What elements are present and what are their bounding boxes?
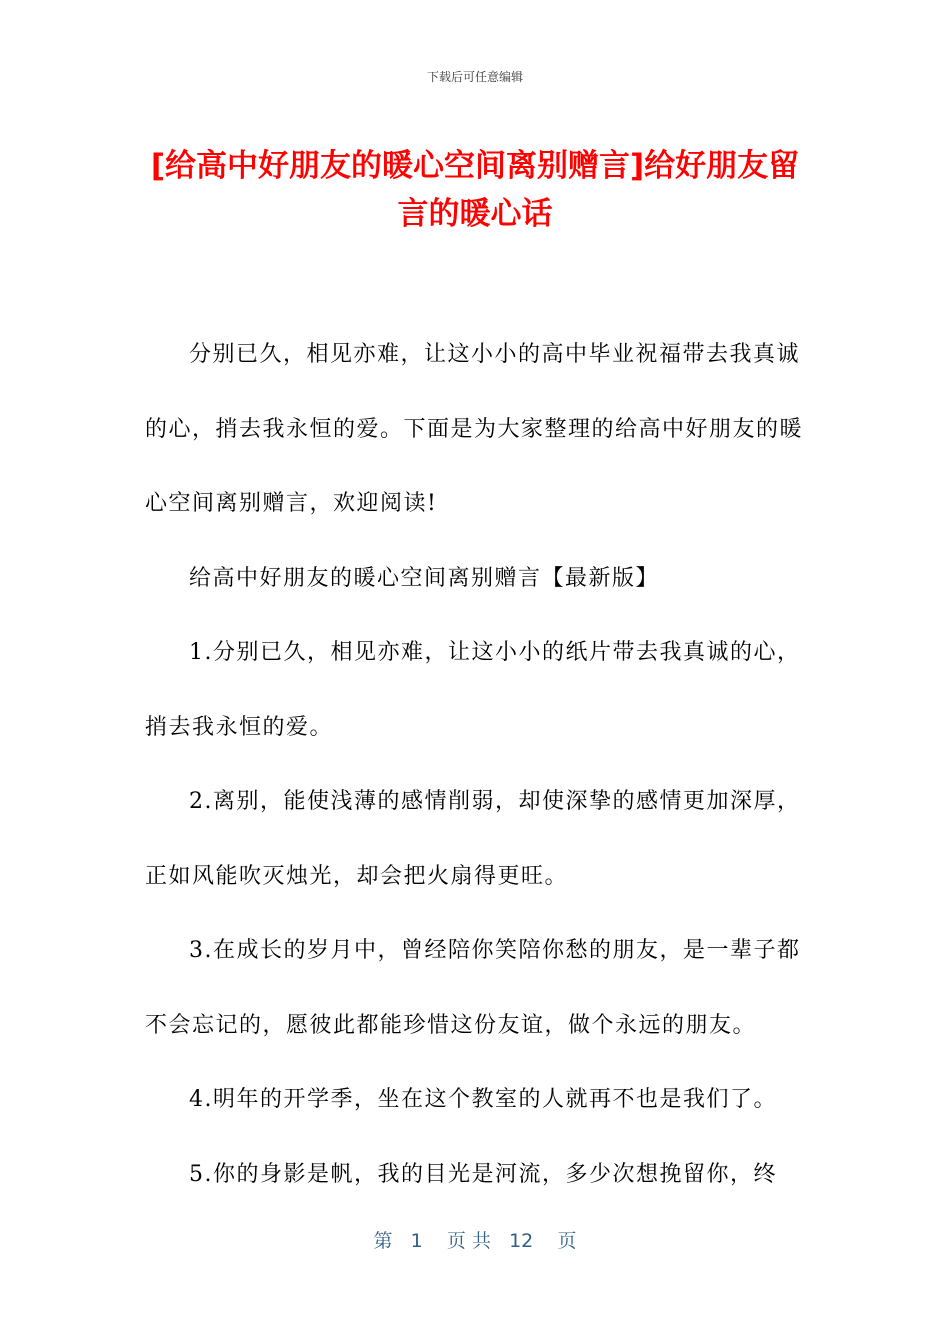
document-title: [给高中好朋友的暖心空间离别赠言]给好朋友留言的暖心话 — [150, 148, 800, 232]
footer-current-page: 1 — [410, 1230, 423, 1252]
paragraph-subheading: 给高中好朋友的暖心空间离别赠言【最新版】 — [189, 565, 660, 591]
footer-mid: 页 共 — [446, 1230, 491, 1252]
document-body — [145, 318, 805, 1212]
paragraph-item-2: 2.离别，能使浅薄的感情削弱，却使深挚的感情更加深厚，正如风能吹灭烛光，却会把火扇得更旺。 — [145, 789, 801, 889]
header-note: 下载后可任意编辑 — [426, 70, 523, 84]
page-footer — [0, 1226, 950, 1253]
footer-total-pages: 12 — [509, 1230, 534, 1252]
paragraph-item-3: 3.在成长的岁月中，曾经陪你笑陪你愁的朋友，是一辈子都不会忘记的，愿彼此都能珍惜这份友谊，做个永远的朋友。 — [145, 938, 801, 1038]
footer-suffix: 页 — [557, 1230, 577, 1252]
paragraph-item-1: 1.分别已久，相见亦难，让这小小的纸片带去我真诚的心，捎去我永恒的爱。 — [145, 640, 801, 740]
paragraph-intro: 分别已久，相见亦难，让这小小的高中毕业祝福带去我真诚的心，捎去我永恒的爱。下面是为大家整理的给高中好朋友的暖心空间离别赠言，欢迎阅读! — [145, 342, 804, 516]
footer-prefix: 第 — [373, 1230, 393, 1252]
paragraph-item-4: 4.明年的开学季，坐在这个教室的人就再不也是我们了。 — [189, 1087, 777, 1112]
paragraph-item-5: 5.你的身影是帆，我的目光是河流，多少次想挽留你，终 — [189, 1161, 777, 1187]
